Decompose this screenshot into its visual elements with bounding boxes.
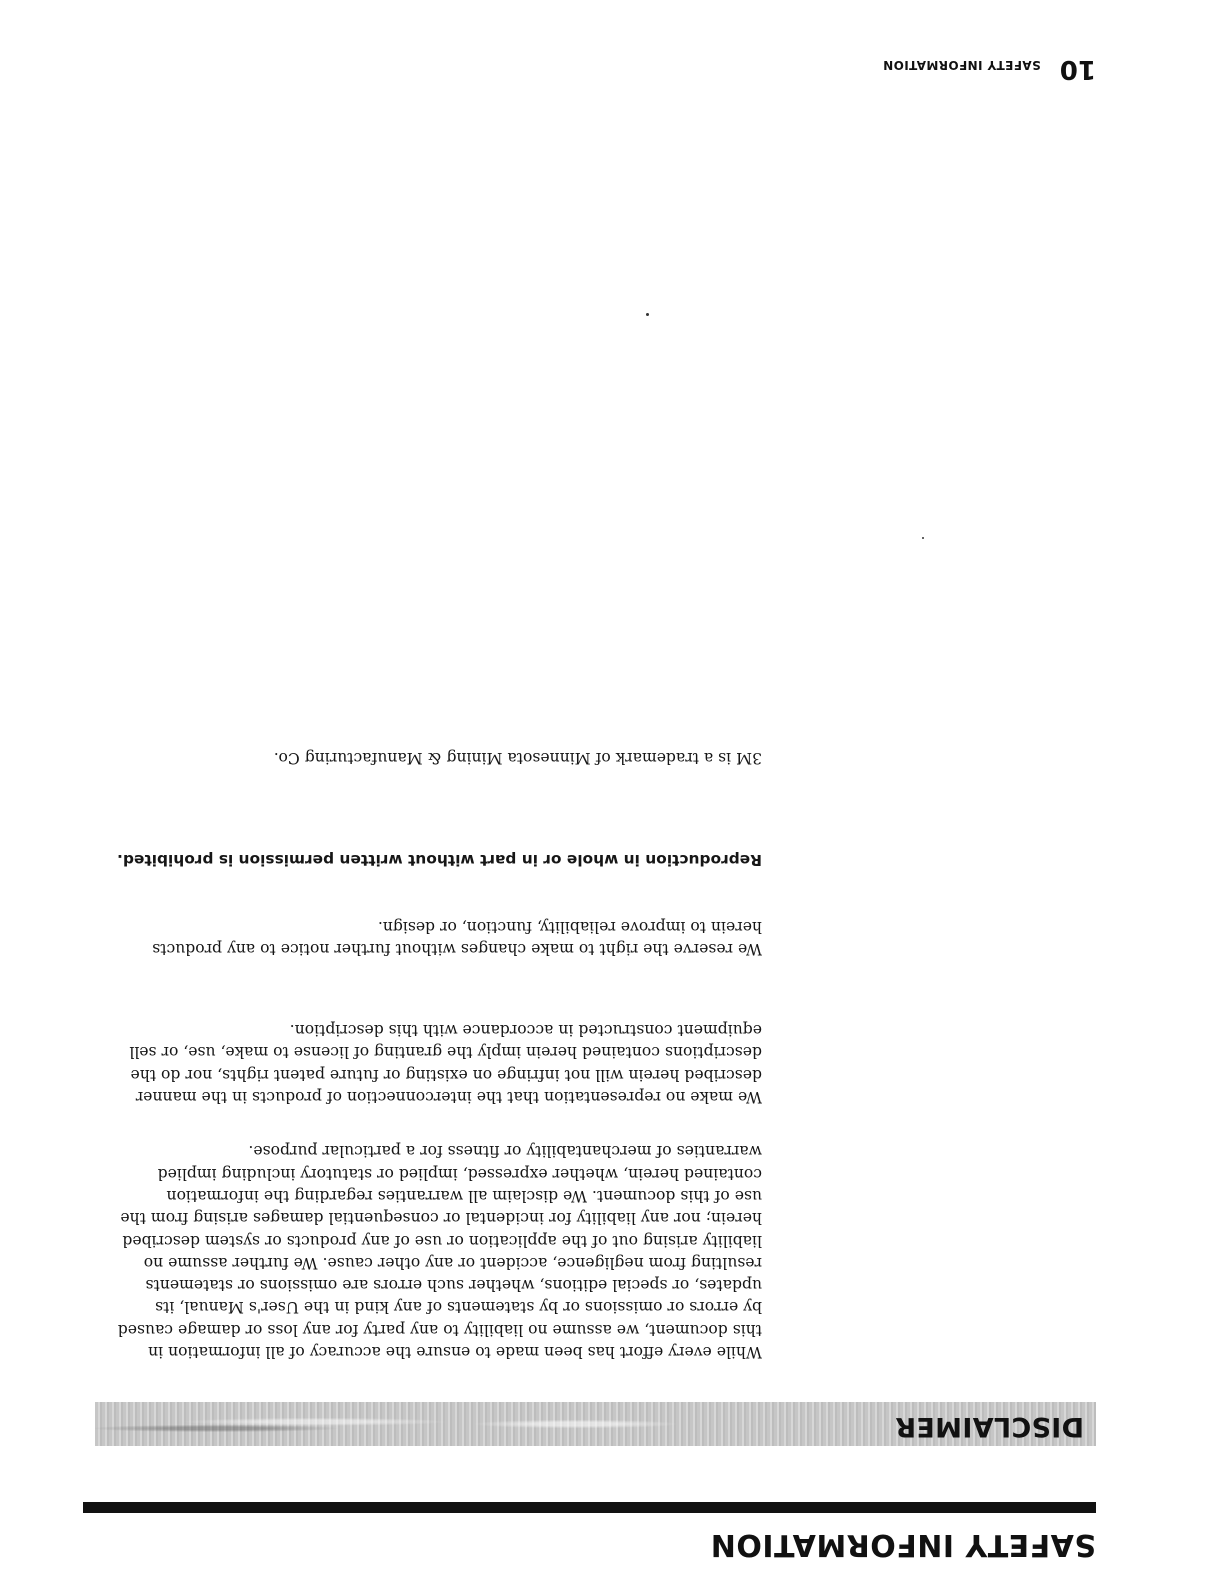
- disclaimer-heading: DISCLAIMER: [895, 1411, 1084, 1442]
- page-number: 10: [1059, 54, 1096, 84]
- trademark-notice: 3M is a trademark of Minnesota Mining & Manufacturing Co.: [273, 749, 762, 767]
- disclaimer-banner: [95, 1402, 1096, 1446]
- changes-paragraph: We reserve the right to make changes without further notice to any products herein to improve reliability, function, or design.: [152, 917, 762, 958]
- scan-speck: [646, 313, 649, 316]
- page-footer: [883, 54, 1096, 84]
- section-title: SAFETY INFORMATION: [710, 1527, 1096, 1562]
- scan-speck: [922, 537, 924, 539]
- title-rule: [83, 1502, 1096, 1513]
- reproduction-notice: Reproduction in whole or in part without written permission is prohibited.: [117, 851, 762, 869]
- patent-paragraph: We make no representation that the interconnection of products in the manner described herein will not infringe on existing or future patent rights, nor do the descriptions contained herein imply the granting of license to make, use, or sell equipment constructed in accordance with this description.: [129, 1021, 762, 1106]
- liability-paragraph: While every effort has been made to ensure the accuracy of all information in this document, we assume no liability to any party for any loss or damage caused by errors or omissions or by statements of any kind in the User's Manual, its updates, or special editions, whether such errors are omissions or statements resulting from negligence, accident or any other cause. We further assume no liability arising out of the application or use of any products or system described herein; nor any liability for incidental or consequential damages arising from the use of this document. We disclaim all warranties regarding the information contained herein, whether expressed, implied or statutory including implied warranties of merchantability or fitness for a particular purpose.: [117, 1142, 762, 1361]
- footer-section-label: SAFETY INFORMATION: [882, 58, 1041, 72]
